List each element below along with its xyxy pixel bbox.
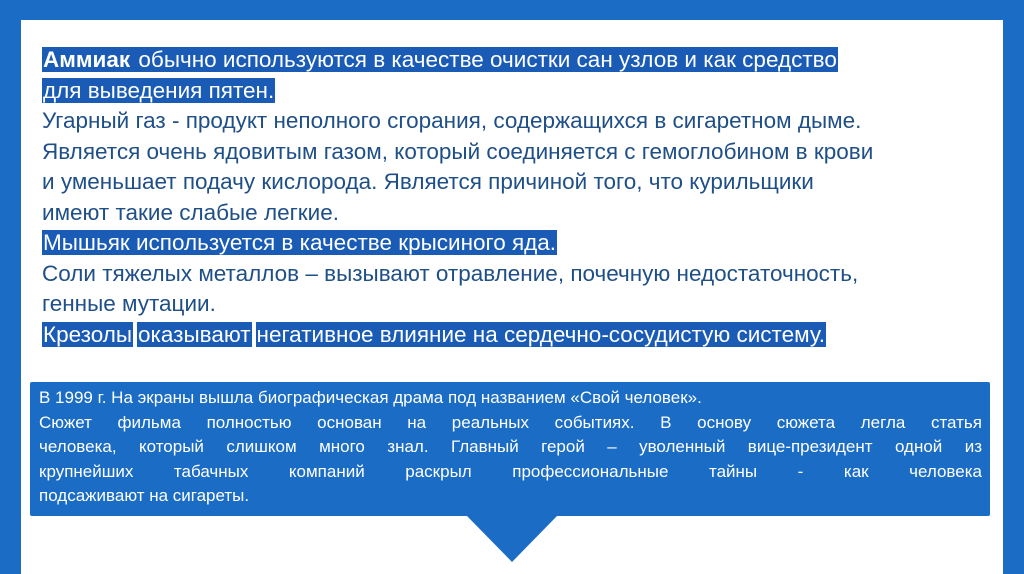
info-line-5: подсаживают на сигареты. <box>39 486 250 505</box>
film-info-box <box>30 382 990 516</box>
info-line-1: В 1999 г. На экраны вышла биографическая драма под названием «Свой человек». <box>39 388 702 407</box>
arsenic-text: Мышьяк используется в качестве крысиного яда. <box>43 230 557 255</box>
co-line-4: имеют такие слабые легкие. <box>42 199 339 225</box>
co-line-1: Угарный газ - продукт неполного сгорания, содержащихся в сигаретном дыме. <box>42 108 862 133</box>
co-line-2: Является очень ядовитым газом, который соединяется с гемоглобином в крови <box>42 138 874 164</box>
cresols-rest: негативное влияние на сердечно-сосудистую систему. <box>256 321 826 347</box>
ammonia-rest: обычно используются в качестве очистки сан узлов и как средство <box>138 47 837 72</box>
cresols-word-2: оказывают <box>138 321 251 347</box>
cresols-word-1: Крезолы <box>43 321 133 347</box>
ammonia-line-1 <box>42 45 982 76</box>
ammonia-text-2: для выведения пятен. <box>43 77 275 103</box>
info-line-4: крупнейших табачных компаний раскрыл профессиональные тайны - как человека <box>39 461 982 481</box>
ammonia-line-2 <box>42 76 982 107</box>
ammonia-term: Аммиак <box>43 47 131 72</box>
metals-line-2: генные мутации. <box>42 291 216 316</box>
cresols-line <box>42 320 982 351</box>
metals-line-1: Соли тяжелых металлов – вызывают отравление, почечную недостаточность, <box>42 260 859 286</box>
info-line-3: человека, который слишком много знал. Главный герой – уволенный вице-президент одной из <box>39 437 982 456</box>
down-arrow-icon <box>467 516 557 562</box>
ammonia-text <box>131 47 838 72</box>
co-line-3: и уменьшает подачу кислорода. Является причиной того, что курильщики <box>42 169 814 194</box>
arsenic-line <box>42 228 982 259</box>
info-line-2: Сюжет фильма полностью основан на реальных событиях. В основу сюжета легла статья <box>39 412 982 432</box>
main-text-block <box>42 45 982 350</box>
